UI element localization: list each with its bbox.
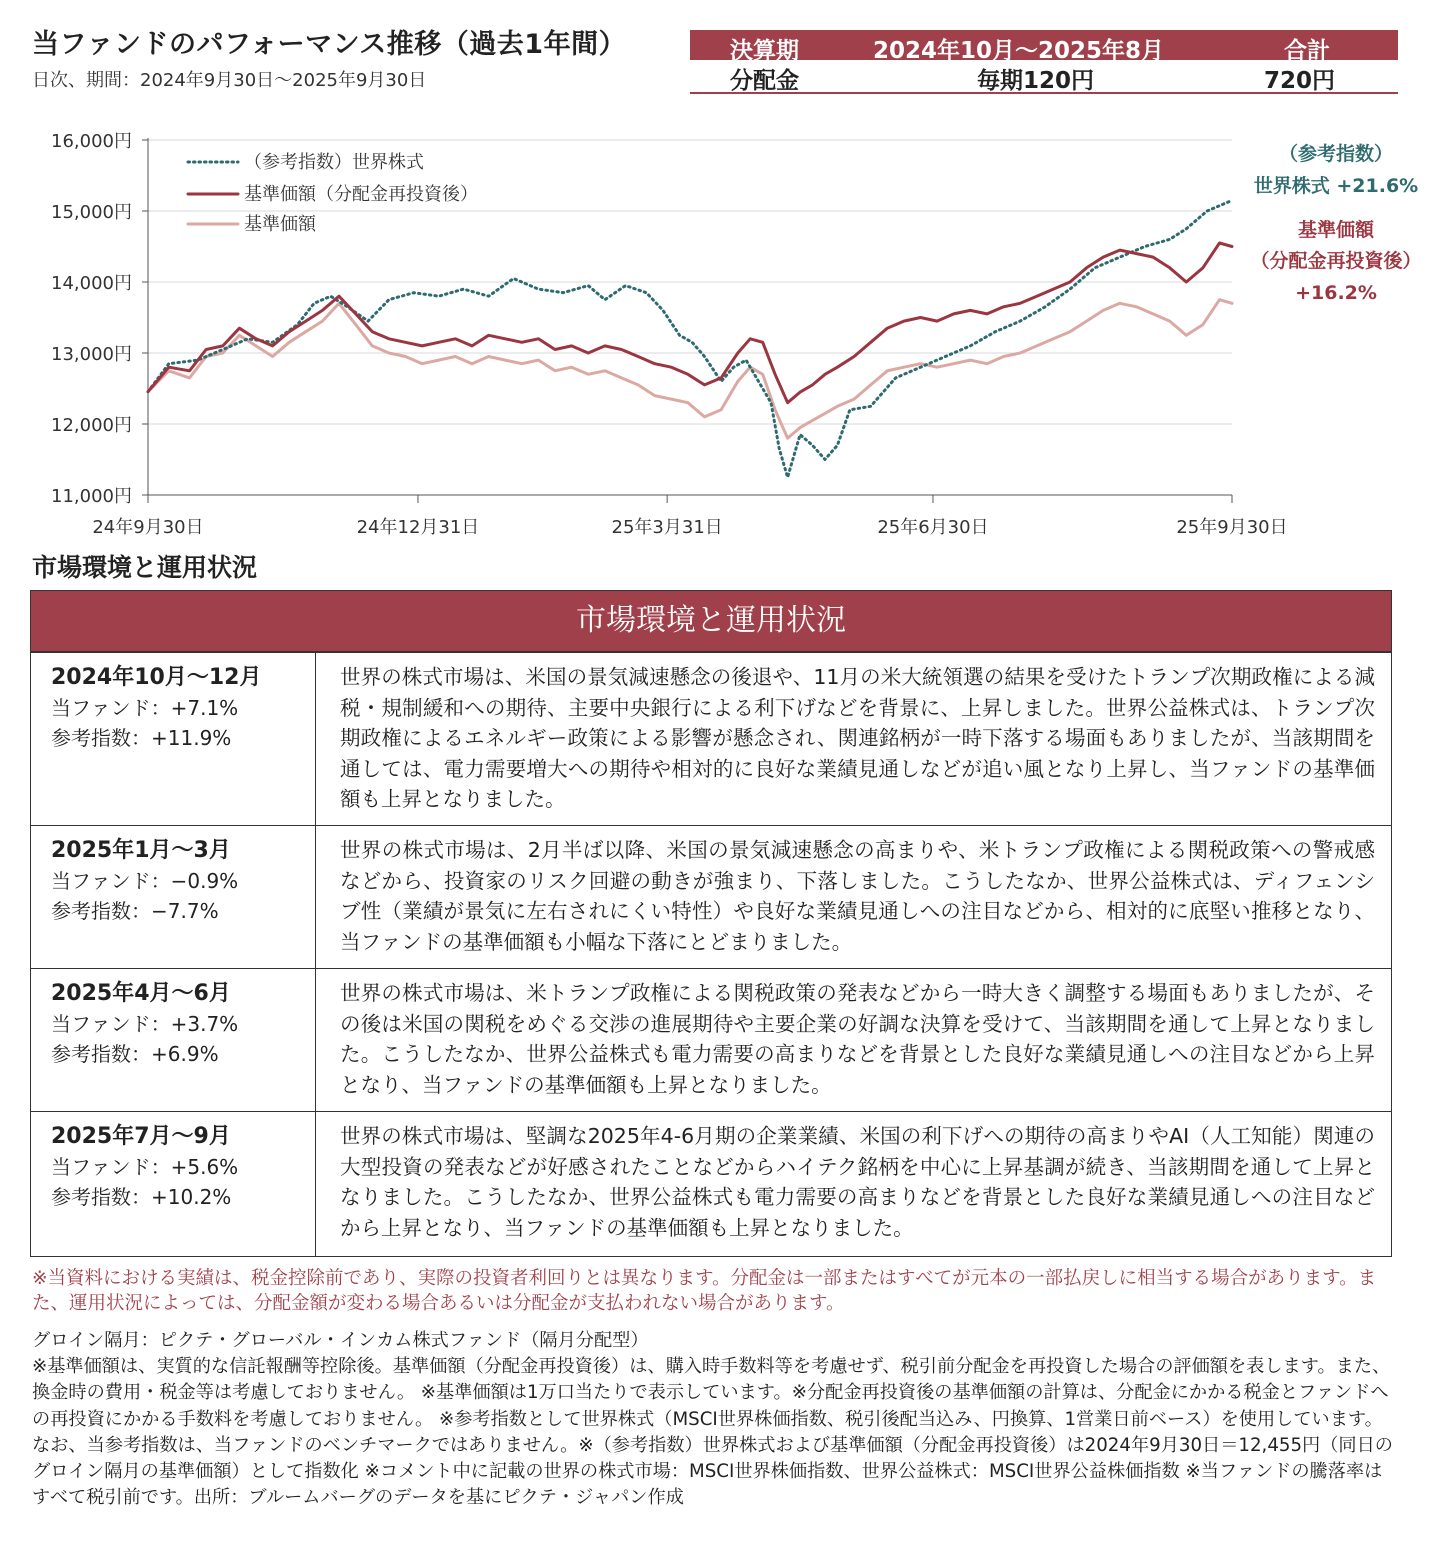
annotation-label: （分配金再投資後） <box>1250 250 1422 272</box>
market-index-return: 参考指数：−7.7% <box>51 899 219 923</box>
section-title: 市場環境と運用状況 <box>32 553 258 582</box>
distribution-col-range: 2024年10月～2025年8月 <box>873 38 1165 64</box>
series-line <box>148 300 1232 439</box>
y-tick-label: 14,000円 <box>51 273 132 294</box>
x-tick-label: 25年3月31日 <box>611 517 723 538</box>
chart-annotations <box>1250 142 1421 304</box>
distribution-row <box>690 60 1398 94</box>
y-tick-label: 12,000円 <box>51 415 132 436</box>
market-period: 2025年1月～3月 <box>51 838 231 863</box>
market-period: 2025年4月～6月 <box>51 981 231 1006</box>
market-row <box>31 825 1391 968</box>
market-row <box>31 968 1391 1111</box>
annotation-label: 世界株式 +21.6% <box>1253 175 1419 197</box>
page-subtitle: 日次、期間：2024年9月30日～2025年9月30日 <box>32 70 427 91</box>
market-panel-title: 市場環境と運用状況 <box>31 591 1391 652</box>
distribution-col-total: 合計 <box>1284 38 1330 64</box>
series-line <box>148 243 1232 403</box>
market-row-left <box>31 826 316 968</box>
notice-text: ※当資料における実績は、税金控除前であり、実際の投資者利回りとは異なります。分配金は一部またはすべてが元本の一部払戻しに相当する場合があります。また、運用状況によっては、分配金額が変わる場合あるいは分配金が支払われない場合があります。 <box>32 1268 1377 1314</box>
annotation-label: （参考指数） <box>1278 143 1394 165</box>
market-row-left <box>31 1112 316 1256</box>
page-title: 当ファンドのパフォーマンス推移（過去1年間） <box>32 29 627 60</box>
market-row <box>31 652 1391 825</box>
y-tick-label: 13,000円 <box>51 344 132 365</box>
distribution-row-label: 分配金 <box>730 68 799 94</box>
distribution-col-period: 決算期 <box>730 38 799 64</box>
legend-label: 基準価額 <box>244 214 316 235</box>
market-period: 2025年7月～9月 <box>51 1124 231 1149</box>
market-fund-return: 当ファンド：+3.7% <box>51 1012 239 1036</box>
annotation-label: 基準価額 <box>1297 219 1375 241</box>
market-row-left <box>31 653 316 825</box>
market-index-return: 参考指数：+11.9% <box>51 726 232 750</box>
market-comment: 世界の株式市場は、米トランプ政権による関税政策の発表などから一時大きく調整する場面もありましたが、その後は米国の関税をめぐる交渉の進展期待や主要企業の好調な決算を受けて、当該期間を通して上昇となりました。こうしたなか、世界公益株式も電力需要の高まりなどを背景とした良好な業績見通しへの注目などから上昇となり、当ファンドの基準価額も上昇となりました。 <box>340 981 1375 1097</box>
footer-text: ※基準価額は、実質的な信託報酬等控除後。基準価額（分配金再投資後）は、購入時手数料等を考慮せず、税引前分配金を再投資した場合の評価額を表します。また、換金時の費用・税金等は考慮しておりません。 ※基準価額は1万口当たりで表示しています。※分配金再投資後の基準価額の計算は、分配金にかかる税金とファンドへの再投資にかかる手数料を考慮しておりません。 ※参考指数として世界株式（MSCI世界株価指数、税引後配当込み、円換算、1営業日前ベース）を使用しています。なお、当参考指数は、当ファンドのベンチマークではありません。※（参考指数）世界株式および基準価額（分配金再投資後）は2024年9月30日＝12,455円（同日のグロイン隔月の基準価額）として指数化 ※コメント中に記載の世界の株式市場：MSCI世界株価指数、世界公益株式：MSCI世界公益株価指数 ※当ファンドの騰落率はすべて税引前です。出所：ブルームバーグのデータを基にピクテ・ジャパン作成 <box>32 1356 1393 1509</box>
y-tick-label: 15,000円 <box>51 202 132 223</box>
legend-label: 基準価額（分配金再投資後） <box>244 184 478 205</box>
footer-fund-name: グロイン隔月：ピクテ・グローバル・インカム株式ファンド（隔月分配型） <box>32 1330 649 1351</box>
market-period: 2024年10月～12月 <box>51 665 262 690</box>
market-index-return: 参考指数：+6.9% <box>51 1042 219 1066</box>
legend-label: （参考指数）世界株式 <box>244 152 424 173</box>
y-tick-label: 11,000円 <box>51 486 132 507</box>
distribution-table <box>690 30 1398 94</box>
market-fund-return: 当ファンド：−0.9% <box>51 869 239 893</box>
market-row-left <box>31 969 316 1111</box>
chart-ticks <box>51 131 1288 538</box>
performance-chart <box>0 110 1447 550</box>
market-fund-return: 当ファンド：+7.1% <box>51 696 239 720</box>
x-tick-label: 25年9月30日 <box>1176 517 1288 538</box>
footer <box>32 1328 1396 1511</box>
series-line <box>148 200 1232 477</box>
market-row <box>31 1111 1391 1256</box>
annotation-label: +16.2% <box>1295 282 1377 304</box>
market-comment: 世界の株式市場は、堅調な2025年4-6月期の企業業績、米国の利下げへの期待の高まりやAI（人工知能）関連の大型投資の発表などが好感されたことなどからハイテク銘柄を中心に上昇基調が続き、当該期間を通して上昇となりました。こうしたなか、世界公益株式も電力需要の高まりなどを背景とした良好な業績見通しへの注目などから上昇となり、当ファンドの基準価額も上昇となりました。 <box>340 1124 1375 1240</box>
market-fund-return: 当ファンド：+5.6% <box>51 1155 239 1179</box>
distribution-row-value: 毎期120円 <box>977 68 1095 94</box>
chart-lines <box>148 200 1232 477</box>
distribution-row-total: 720円 <box>1264 68 1336 94</box>
x-tick-label: 25年6月30日 <box>877 517 989 538</box>
market-panel <box>30 590 1392 1257</box>
market-comment: 世界の株式市場は、米国の景気減速懸念の後退や、11月の米大統領選の結果を受けたトランプ次期政権による減税・規制緩和への期待、主要中央銀行による利下げなどを背景に、上昇しました。世界公益株式は、トランプ次期政権によるエネルギー政策による影響が懸念され、関連銘柄が一時下落する場面もありましたが、当該期間を通しては、電力需要増大への期待や相対的に良好な業績見通しなどが追い風となり上昇し、当ファンドの基準価額も上昇となりました。 <box>340 665 1375 811</box>
x-tick-label: 24年9月30日 <box>92 517 204 538</box>
market-comment: 世界の株式市場は、2月半ば以降、米国の景気減速懸念の高まりや、米トランプ政権による関税政策への警戒感などから、投資家のリスク回避の動きが強まり、下落しました。こうしたなか、世界公益株式は、ディフェンシブ性（業績が景気に左右されにくい特性）や良好な業績見通しへの注目などから、相対的に底堅い推移となり、当ファンドの基準価額も小幅な下落にとどまりました。 <box>340 838 1375 954</box>
y-tick-label: 16,000円 <box>51 131 132 152</box>
distribution-header <box>690 30 1398 64</box>
x-tick-label: 24年12月31日 <box>356 517 480 538</box>
chart-legend <box>188 152 478 235</box>
market-index-return: 参考指数：+10.2% <box>51 1185 232 1209</box>
